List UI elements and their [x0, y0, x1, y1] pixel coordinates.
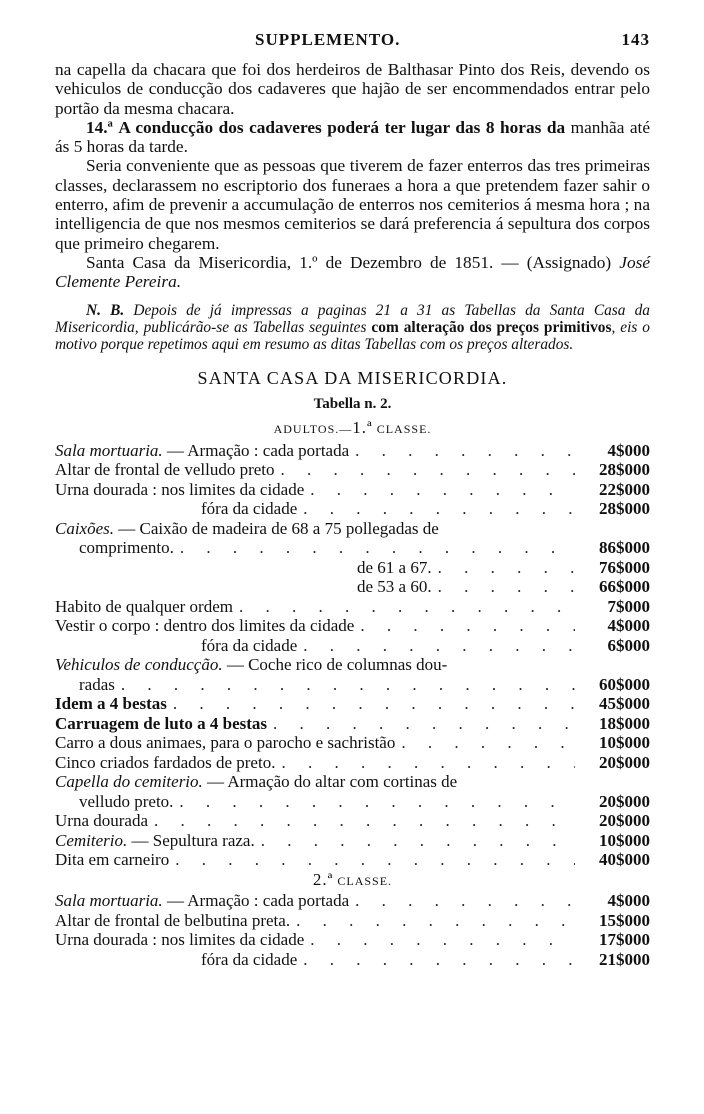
row-price: 7$000	[607, 596, 650, 616]
dot-leader	[267, 714, 575, 734]
table-row	[55, 792, 650, 812]
paragraph-recommendation: Seria conveniente que as pessoas que tiverem de fazer enterros das tres primeiras classes, declarassem no escriptorio dos funeraes a hora a que pretendem fazer sahir o enterro, afim de prevenir a accumulação de enterros nos cemiterios á mesma hora ; na intelligencia de que nos mesmos cemiterios se dará preferencia á sepultura dos corpos que primeiro chegarem.	[55, 156, 650, 253]
table-row	[55, 811, 650, 831]
row-description: fóra da cidade	[201, 499, 298, 519]
dot-leader	[349, 891, 575, 911]
row-label	[55, 792, 173, 812]
row-description: Altar de frontal de velludo preto	[55, 460, 275, 480]
row-description: — Armação do altar com cortinas de	[202, 772, 458, 792]
dot-leader	[304, 480, 575, 500]
row-description: Urna dourada	[55, 811, 148, 831]
table-row	[55, 636, 650, 656]
row-price: 76$000	[599, 557, 650, 577]
nb-bold: com alteração dos preços primitivos	[371, 318, 612, 336]
table-row	[55, 850, 650, 870]
row-price: 10$000	[599, 830, 650, 850]
table-row	[55, 930, 650, 950]
row-category: Vehiculos de conducção.	[55, 655, 223, 675]
table-row	[55, 950, 650, 970]
dot-leader	[439, 519, 575, 539]
row-label	[55, 694, 167, 714]
dot-leader	[297, 636, 575, 656]
paragraph-chacara: na capella da chacara que foi dos herdeiros de Balthasar Pinto dos Reis, devendo os vehiculos de conducção dos cadaveres que hajão de ser encommendados entrar pelo portão da mesma chacara.	[55, 60, 650, 118]
row-label	[55, 636, 297, 656]
dot-leader	[167, 694, 575, 714]
row-label	[55, 675, 115, 695]
row-description: Cinco criados fardados de preto.	[55, 752, 276, 772]
row-description: radas	[79, 674, 115, 694]
table-row	[55, 558, 650, 578]
table-row	[55, 460, 650, 480]
article-text: manhãa até ás 5 horas da tarde.	[55, 117, 651, 157]
row-label	[55, 733, 395, 753]
row-price	[575, 772, 650, 792]
article-text-bold: A conducção dos cadaveres poderá ter lugar das 8 horas da	[118, 117, 566, 137]
row-price: 60$000	[599, 674, 650, 694]
row-price: 17$000	[599, 930, 650, 950]
row-price: 22$000	[599, 479, 650, 499]
row-category: Sala mortuaria.	[55, 440, 163, 460]
row-price: 4$000	[607, 891, 650, 911]
dot-leader	[255, 831, 575, 851]
row-price: 86$000	[599, 538, 650, 558]
row-description: Urna dourada : nos limites da cidade	[55, 479, 305, 499]
row-description: Habito de qualquer ordem	[55, 596, 233, 616]
institution-heading: SANTA CASA DA MISERICORDIA.	[197, 367, 508, 388]
row-description: Dita em carneiro	[55, 850, 170, 870]
row-description: — Armação : cada portada	[162, 891, 350, 911]
row-category: Cemiterio.	[55, 830, 128, 850]
table-row	[55, 577, 650, 597]
row-price	[575, 519, 650, 539]
row-label	[55, 772, 457, 792]
row-label	[55, 499, 297, 519]
table-row	[55, 616, 650, 636]
row-label	[55, 460, 275, 480]
table-row	[55, 891, 650, 911]
row-description: — Coche rico de columnas dou-	[222, 655, 448, 675]
row-label	[55, 811, 148, 831]
article-number: 14.ª	[86, 117, 113, 137]
row-price: 20$000	[599, 752, 650, 772]
section-heading-1	[55, 418, 650, 439]
page-number: 143	[621, 30, 650, 49]
row-label	[55, 558, 432, 578]
row-price: 18$000	[599, 713, 650, 733]
row-price: 20$000	[599, 791, 650, 811]
class-number: 1.ª	[352, 417, 373, 437]
row-label	[55, 831, 255, 851]
row-price: 4$000	[607, 440, 650, 460]
dot-leader	[275, 460, 575, 480]
row-price: 6$000	[607, 635, 650, 655]
header-title: SUPPLEMENTO.	[255, 30, 401, 49]
row-label	[55, 930, 304, 950]
row-description: — Sepultura raza.	[127, 830, 255, 850]
row-label	[55, 753, 275, 773]
table-row	[55, 597, 650, 617]
row-label	[55, 441, 349, 461]
dot-leader	[148, 811, 575, 831]
row-description: de 61 a 67.	[357, 557, 432, 577]
row-description: Idem a 4 bestas	[55, 694, 167, 714]
signatory: José Clemente Pereira.	[55, 252, 650, 292]
dot-leader	[457, 772, 575, 792]
row-description: fóra da cidade	[201, 949, 298, 969]
row-price: 28$000	[599, 499, 650, 519]
row-price: 45$000	[599, 694, 650, 714]
dot-leader	[173, 792, 575, 812]
row-label	[55, 616, 354, 636]
row-description: Vestir o corpo : dentro dos limites da cidade	[55, 616, 355, 636]
document-page	[55, 30, 650, 969]
row-description: velludo preto.	[79, 791, 174, 811]
row-label	[55, 480, 304, 500]
row-description: Carruagem de luto a 4 bestas	[55, 713, 268, 733]
row-description: Urna dourada : nos limites da cidade	[55, 930, 305, 950]
row-label	[55, 597, 233, 617]
row-label	[55, 538, 174, 558]
row-label	[55, 655, 447, 675]
dot-leader	[174, 538, 575, 558]
nb-text-2: , eis o motivo porque repetimos aqui em resumo as ditas Tabellas com os preços alterados.	[55, 318, 650, 353]
row-description: de 53 a 60.	[357, 577, 432, 597]
table-row	[55, 694, 650, 714]
nota-bene	[55, 302, 650, 353]
row-category: Caixões.	[55, 518, 115, 538]
table-row	[55, 519, 650, 539]
table-row	[55, 441, 650, 461]
row-description: Altar de frontal de belbutina preta.	[55, 910, 291, 930]
dot-leader	[169, 850, 575, 870]
table-row	[55, 655, 650, 675]
dot-leader	[290, 911, 575, 931]
row-description: — Caixão de madeira de 68 a 75 pollegadas de	[114, 518, 439, 538]
row-price: 66$000	[599, 577, 650, 597]
row-price: 21$000	[599, 949, 650, 969]
paragraph-signature	[55, 253, 650, 292]
table-row	[55, 911, 650, 931]
row-label	[55, 950, 297, 970]
row-description: — Armação : cada portada	[162, 440, 350, 460]
dot-leader	[395, 733, 575, 753]
row-price: 15$000	[599, 910, 650, 930]
row-price: 40$000	[599, 850, 650, 870]
row-price: 10$000	[599, 733, 650, 753]
table-heading: Tabella n. 2.	[313, 395, 392, 412]
class-label: CLASSE.	[372, 421, 432, 436]
section-label: ADULTOS.—	[273, 421, 353, 436]
table-row	[55, 538, 650, 558]
table-row	[55, 499, 650, 519]
price-table	[55, 441, 650, 970]
table-row	[55, 753, 650, 773]
row-price: 28$000	[599, 460, 650, 480]
row-category: Sala mortuaria.	[55, 891, 163, 911]
table-row	[55, 675, 650, 695]
row-label	[55, 714, 267, 734]
dot-leader	[275, 753, 575, 773]
row-price: 20$000	[599, 811, 650, 831]
row-price	[575, 655, 650, 675]
dot-leader	[115, 675, 575, 695]
table-row	[55, 733, 650, 753]
row-description: comprimento.	[79, 538, 174, 558]
dot-leader	[432, 558, 575, 578]
dot-leader	[233, 597, 575, 617]
dot-leader	[349, 441, 575, 461]
dot-leader	[297, 499, 575, 519]
row-label	[55, 519, 439, 539]
dot-leader	[297, 950, 575, 970]
table-row	[55, 714, 650, 734]
paragraph-article-14	[55, 118, 650, 157]
row-label	[55, 911, 290, 931]
table-row	[55, 480, 650, 500]
table-row	[55, 831, 650, 851]
dot-leader	[354, 616, 575, 636]
nb-lead: N. B.	[86, 301, 125, 319]
dot-leader	[447, 655, 575, 675]
row-label	[55, 891, 349, 911]
section-heading-2	[55, 870, 650, 892]
running-header	[55, 30, 650, 60]
class-label: CLASSE.	[333, 873, 393, 888]
class-number: 2.ª	[312, 869, 334, 889]
dot-leader	[304, 930, 575, 950]
dateline: Santa Casa da Misericordia, 1.º de Dezembro de 1851. — (Assignado)	[86, 252, 612, 272]
row-label	[55, 577, 432, 597]
nb-text-1: Depois de já impressas a paginas 21 a 31 as Tabellas da Santa Casa da Misericordia, publicárão-se as Tabellas seguintes	[55, 301, 650, 336]
row-price: 4$000	[607, 616, 650, 636]
table-row	[55, 772, 650, 792]
row-description: fóra da cidade	[201, 635, 298, 655]
row-description: Carro a dous animaes, para o parocho e sachristão	[55, 733, 396, 753]
row-label	[55, 850, 169, 870]
row-category: Capella do cemiterio.	[55, 772, 203, 792]
dot-leader	[432, 577, 575, 597]
